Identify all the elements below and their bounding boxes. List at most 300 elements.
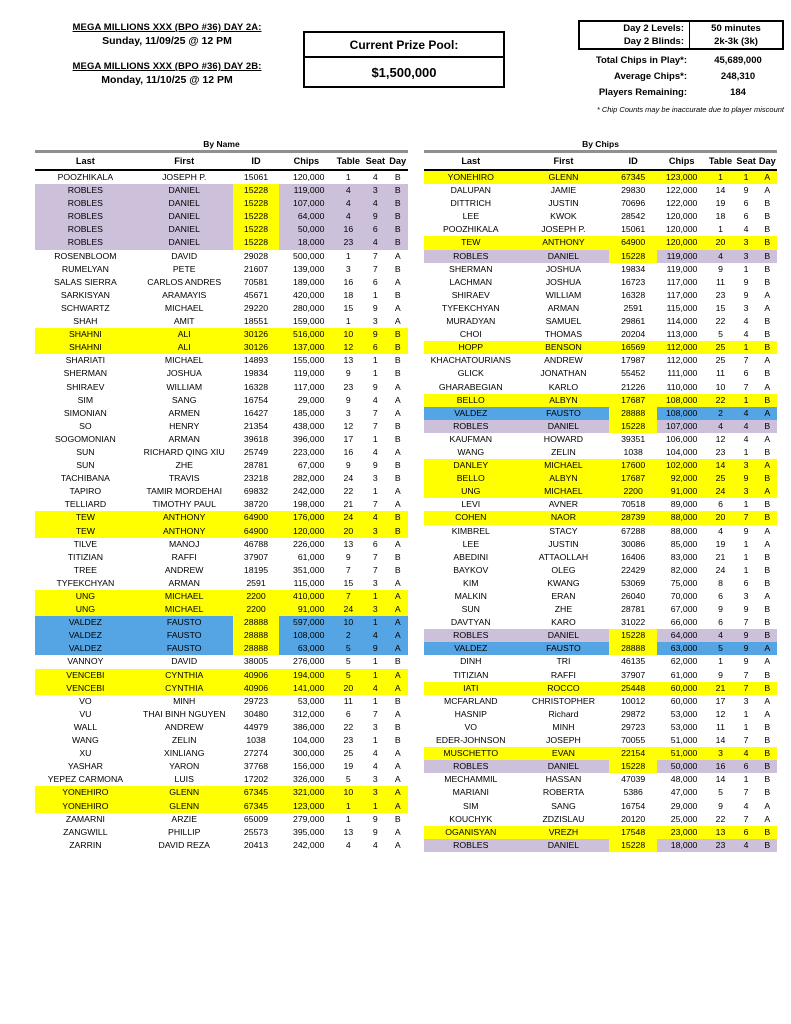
cell-id: 1038 xyxy=(623,446,643,457)
cell-seat: 1 xyxy=(743,721,749,732)
cell-first: ARAMAYIS xyxy=(162,289,207,300)
table-row xyxy=(35,813,408,826)
cell-day: B xyxy=(394,564,401,575)
cell-first: ANDREW xyxy=(164,564,204,575)
cell-table: 12 xyxy=(343,342,354,353)
cell-seat: 1 xyxy=(743,446,749,457)
cell-day: B xyxy=(764,551,771,562)
cell-table: 20 xyxy=(715,512,726,523)
cell-seat: 6 xyxy=(743,826,749,837)
cell-last: MCFARLAND xyxy=(443,695,498,706)
cell-day: A xyxy=(764,643,771,654)
cell-chips: 276,000 xyxy=(293,656,325,667)
cell-first: DANIEL xyxy=(547,420,580,431)
cell-last: GLICK xyxy=(457,368,484,379)
players-remaining-value: 184 xyxy=(730,86,746,98)
cell-day: B xyxy=(764,839,771,850)
cell-first: MINH xyxy=(552,721,575,732)
cell-day: A xyxy=(764,800,771,811)
cell-first: CYNTHIA xyxy=(165,669,204,680)
cell-table: 7 xyxy=(345,591,351,601)
cell-seat: 7 xyxy=(372,407,378,418)
cell-seat: 1 xyxy=(372,289,378,300)
cell-chips: 115,000 xyxy=(293,577,325,588)
cell-day: B xyxy=(764,263,771,274)
cell-day: A xyxy=(764,460,771,471)
cell-seat: 7 xyxy=(743,355,749,366)
levels-blinds-box xyxy=(578,20,784,50)
cell-day: B xyxy=(394,224,401,235)
cell-day: A xyxy=(394,276,401,287)
average-chips-label: Average Chips*: xyxy=(613,70,687,82)
cell-first: JUSTIN xyxy=(548,198,579,209)
cell-day: B xyxy=(764,420,771,431)
cell-seat: 7 xyxy=(743,813,749,824)
cell-chips: 119,000 xyxy=(666,250,698,261)
cell-chips: 396,000 xyxy=(293,433,325,444)
cell-chips: 176,000 xyxy=(293,512,325,523)
cell-table: 25 xyxy=(343,748,354,759)
cell-chips: 89,000 xyxy=(670,499,698,510)
cell-chips: 120,000 xyxy=(665,237,698,248)
cell-id: 39351 xyxy=(621,433,646,444)
cell-table: 14 xyxy=(715,774,726,785)
table-row xyxy=(35,341,408,354)
cell-first: RAFFI xyxy=(171,551,197,562)
cell-first: DAVID xyxy=(171,250,198,261)
cell-last: SHERMAN xyxy=(449,263,493,274)
cell-seat: 9 xyxy=(372,826,378,837)
cell-chips: 312,000 xyxy=(293,708,325,719)
cell-chips: 114,000 xyxy=(666,316,698,327)
cell-id: 37907 xyxy=(621,669,646,680)
cell-seat: 4 xyxy=(372,839,378,850)
chip-count-footnote: * Chip Counts may be inaccurate due to player miscount xyxy=(596,105,784,114)
cell-seat: 3 xyxy=(743,237,749,248)
cell-day: B xyxy=(394,525,401,536)
cell-id: 17202 xyxy=(243,774,269,785)
cell-seat: 7 xyxy=(743,617,749,628)
cell-seat: 6 xyxy=(743,211,749,222)
cell-last: VALDEZ xyxy=(454,643,488,654)
cell-id: 37768 xyxy=(243,761,269,772)
cell-chips: 223,000 xyxy=(293,446,325,457)
cell-first: FAUSTO xyxy=(546,643,581,654)
cell-last: TREE xyxy=(73,564,97,575)
cell-day: B xyxy=(394,460,401,471)
cell-table: 1 xyxy=(345,250,351,261)
cell-table: 9 xyxy=(718,604,723,615)
cell-last: ROBLES xyxy=(453,420,489,431)
cell-first: DANIEL xyxy=(168,224,200,235)
cell-table: 20 xyxy=(343,525,354,536)
cell-day: A xyxy=(394,800,401,811)
cell-seat: 6 xyxy=(372,538,378,549)
table-row xyxy=(35,250,408,263)
cell-table: 11 xyxy=(715,276,725,287)
table-row xyxy=(424,708,777,721)
cell-table: 20 xyxy=(343,682,354,693)
cell-id: 30086 xyxy=(621,538,646,549)
cell-last: VALDEZ xyxy=(454,407,488,418)
cell-chips: 194,000 xyxy=(293,669,325,680)
table-row xyxy=(424,498,777,511)
cell-id: 64900 xyxy=(243,525,269,536)
cell-id: 17548 xyxy=(621,826,646,837)
stats-rows xyxy=(578,52,784,100)
cell-table: 19 xyxy=(715,538,726,549)
table-row xyxy=(424,223,777,236)
cell-day: B xyxy=(764,342,771,353)
table-row xyxy=(424,642,777,655)
cell-table: 23 xyxy=(343,735,354,746)
cell-id: 44979 xyxy=(243,721,269,732)
cell-chips: 242,000 xyxy=(293,839,325,850)
cell-id: 37907 xyxy=(243,551,269,562)
by-name-title: By Name xyxy=(203,139,240,149)
cell-table: 12 xyxy=(715,433,726,444)
cell-first: CHRISTOPHER xyxy=(531,695,595,706)
table-row xyxy=(35,839,408,852)
cell-day: A xyxy=(394,394,401,405)
cell-seat: 7 xyxy=(372,263,378,274)
cell-seat: 1 xyxy=(372,486,378,497)
by-name-grid xyxy=(35,155,408,852)
cell-seat: 1 xyxy=(743,551,749,562)
by-chips-grid xyxy=(424,155,777,852)
cell-first: CYNTHIA xyxy=(165,682,204,693)
cell-table: 17 xyxy=(343,433,354,444)
cell-chips: 438,000 xyxy=(293,420,325,431)
cell-first: MICHAEL xyxy=(164,591,204,601)
cell-day: B xyxy=(764,473,771,484)
cell-last: ROBLES xyxy=(67,224,103,235)
cell-id: 16569 xyxy=(621,342,646,353)
cell-day: B xyxy=(394,813,401,824)
cell-seat: 4 xyxy=(372,172,378,182)
cell-last: POOZHIKALA xyxy=(443,224,499,235)
cell-chips: 63,000 xyxy=(670,643,698,654)
cell-seat: 4 xyxy=(743,316,749,327)
cell-last: ZAMARNI xyxy=(65,813,105,824)
cell-id: 46788 xyxy=(243,538,269,549)
cell-day: A xyxy=(394,538,401,549)
cell-table: 1 xyxy=(718,172,723,182)
cell-last: DALUPAN xyxy=(450,185,491,196)
cell-id: 64900 xyxy=(243,512,269,523)
by-name-table xyxy=(35,138,408,852)
table-row xyxy=(424,446,777,459)
table-row xyxy=(35,394,408,407)
cell-day: B xyxy=(394,473,401,484)
table-row xyxy=(424,629,777,642)
cell-day: A xyxy=(764,433,771,444)
cell-last: ROBLES xyxy=(67,237,103,248)
table-row xyxy=(424,184,777,197)
table-row xyxy=(424,472,777,485)
cell-last: SALAS SIERRA xyxy=(53,276,117,287)
cell-chips: 500,000 xyxy=(293,250,325,261)
cell-day: A xyxy=(394,669,401,680)
cell-day: A xyxy=(764,538,771,549)
cell-id: 20413 xyxy=(243,839,269,850)
cell-table: 9 xyxy=(718,669,723,680)
cell-table: 25 xyxy=(715,342,726,353)
cell-seat: 9 xyxy=(372,813,378,824)
cell-first: THOMAS xyxy=(544,329,583,340)
cell-id: 18551 xyxy=(243,316,269,327)
col-header-day: Day xyxy=(758,155,777,170)
cell-id: 40906 xyxy=(243,682,269,693)
table-row xyxy=(424,459,777,472)
cell-first: LUIS xyxy=(174,774,194,785)
cell-seat: 7 xyxy=(743,787,749,798)
cell-last: TAPIRO xyxy=(69,486,102,497)
cell-last: VALDEZ xyxy=(68,643,102,654)
cell-last: CHOI xyxy=(459,329,482,340)
cell-id: 29220 xyxy=(243,302,269,313)
cell-first: FAUSTO xyxy=(166,630,202,641)
table-row xyxy=(424,210,777,223)
cell-last: SARKISYAN xyxy=(60,289,110,300)
table-row xyxy=(424,367,777,380)
cell-chips: 18,000 xyxy=(670,839,698,850)
cell-chips: 155,000 xyxy=(293,355,325,366)
cell-chips: 112,000 xyxy=(666,355,698,366)
table-row xyxy=(35,511,408,524)
cell-seat: 3 xyxy=(372,604,378,615)
cell-chips: 120,000 xyxy=(665,211,698,222)
cell-id: 15228 xyxy=(233,236,280,249)
cell-last: SHAHNI xyxy=(68,342,102,353)
cell-first: THAI BINH NGUYEN xyxy=(142,708,226,719)
by-chips-title: By Chips xyxy=(582,139,619,149)
cell-last: ROBLES xyxy=(453,761,489,772)
event-titles xyxy=(38,22,296,86)
cell-last: SCHWARTZ xyxy=(60,302,110,313)
cell-chips: 326,000 xyxy=(293,774,325,785)
cell-day: B xyxy=(764,617,771,628)
cell-table: 19 xyxy=(343,761,354,772)
cell-chips: 83,000 xyxy=(670,551,698,562)
cell-chips: 120,000 xyxy=(293,525,325,536)
cell-seat: 3 xyxy=(372,525,378,536)
cell-chips: 91,000 xyxy=(670,486,698,497)
cell-table: 11 xyxy=(715,721,725,732)
cell-chips: 18,000 xyxy=(297,237,325,248)
table-row xyxy=(35,446,408,459)
cell-last: EDER-JOHNSON xyxy=(436,735,506,746)
table-row xyxy=(424,341,777,354)
total-chips-label: Total Chips in Play*: xyxy=(595,54,687,66)
cell-day: A xyxy=(764,486,771,497)
table-row xyxy=(35,551,408,564)
cell-id: 14893 xyxy=(243,355,269,366)
cell-table: 17 xyxy=(715,695,726,706)
cell-id: 26040 xyxy=(621,591,646,601)
cell-id: 16328 xyxy=(243,381,269,392)
table-row xyxy=(424,551,777,564)
cell-first: ARZIE xyxy=(171,813,197,824)
cell-id: 15228 xyxy=(609,760,657,773)
cell-id: 28888 xyxy=(233,616,280,629)
cell-day: B xyxy=(764,198,771,209)
col-header-last: Last xyxy=(424,155,518,170)
cell-id: 46135 xyxy=(621,656,646,667)
prize-pool-value: $1,500,000 xyxy=(371,65,437,80)
cell-last: ROBLES xyxy=(453,250,489,261)
cell-first: KWOK xyxy=(550,211,577,222)
cell-table: 6 xyxy=(718,617,723,628)
cell-first: MICHAEL xyxy=(164,604,204,615)
cell-first: DANIEL xyxy=(547,839,580,850)
cell-seat: 1 xyxy=(743,538,749,549)
cell-last: RUMELYAN xyxy=(61,263,109,274)
cell-table: 24 xyxy=(715,564,726,575)
cell-last: LEVI xyxy=(461,499,481,510)
cell-id: 20204 xyxy=(621,329,646,340)
cell-seat: 4 xyxy=(372,237,378,248)
cell-first: WILLIAM xyxy=(545,289,582,300)
table-row xyxy=(35,577,408,590)
cell-first: SAMUEL xyxy=(545,316,582,327)
cell-id: 19834 xyxy=(621,263,646,274)
cell-chips: 189,000 xyxy=(293,276,325,287)
cell-chips: 67,000 xyxy=(670,604,698,615)
cell-id: 15228 xyxy=(233,197,280,210)
cell-first: MICHAEL xyxy=(544,486,583,497)
stats-panel xyxy=(578,20,784,114)
cell-last: SIM xyxy=(463,800,479,811)
cell-table: 9 xyxy=(345,368,351,379)
cell-first: KWANG xyxy=(547,577,580,588)
cell-chips: 111,000 xyxy=(667,368,698,379)
cell-first: CARLOS ANDRES xyxy=(147,276,222,287)
cell-last: LACHMAN xyxy=(449,276,493,287)
cell-id: 30126 xyxy=(243,329,269,340)
cell-table: 4 xyxy=(718,420,723,431)
cell-day: B xyxy=(394,211,401,222)
table-row xyxy=(424,734,777,747)
cell-chips: 198,000 xyxy=(293,499,325,510)
cell-table: 22 xyxy=(715,316,726,327)
cell-last: TACHIBANA xyxy=(60,473,110,484)
table-row xyxy=(424,394,777,407)
cell-day: B xyxy=(394,551,401,562)
cell-first: TRI xyxy=(556,656,571,667)
cell-first: JAMIE xyxy=(550,185,577,196)
cell-day: B xyxy=(764,512,771,523)
table-row xyxy=(35,655,408,668)
cell-first: JONATHAN xyxy=(540,368,587,379)
cell-chips: 516,000 xyxy=(293,329,325,340)
cell-chips: 29,000 xyxy=(670,800,698,811)
cell-id: 2200 xyxy=(623,486,643,497)
cell-table: 5 xyxy=(718,329,723,340)
cell-table: 23 xyxy=(343,381,354,392)
cell-day: B xyxy=(764,748,771,759)
cell-table: 10 xyxy=(343,787,354,798)
cell-day: A xyxy=(764,656,771,667)
cell-day: A xyxy=(764,302,771,313)
cell-table: 12 xyxy=(715,708,726,719)
cell-chips: 321,000 xyxy=(293,787,325,798)
cell-last: VU xyxy=(79,708,92,719)
cell-last: ROBLES xyxy=(453,630,489,641)
cell-table: 2 xyxy=(718,407,723,418)
cell-last: UNG xyxy=(461,486,481,497)
cell-id: 39618 xyxy=(243,433,269,444)
cell-last: YONEHIRO xyxy=(447,172,494,182)
event-day2a-title: MEGA MILLIONS XXX (BPO #36) DAY 2A: xyxy=(72,22,262,33)
cell-id: 18195 xyxy=(243,564,269,575)
cell-table: 2 xyxy=(345,630,351,641)
table-row xyxy=(35,826,408,839)
cell-last: VENCEBI xyxy=(66,682,105,693)
cell-first: ARMEN xyxy=(168,407,200,418)
cell-last: BELLO xyxy=(456,473,485,484)
cell-seat: 7 xyxy=(743,669,749,680)
cell-chips: 185,000 xyxy=(293,407,325,418)
cell-id: 67345 xyxy=(243,800,269,811)
cell-seat: 9 xyxy=(743,525,749,536)
cell-id: 28888 xyxy=(609,407,657,420)
cell-seat: 4 xyxy=(372,761,378,772)
cell-seat: 6 xyxy=(372,342,378,353)
cell-first: JOSEPH P. xyxy=(541,224,586,235)
cell-day: B xyxy=(394,185,401,196)
cell-day: B xyxy=(394,695,401,706)
cell-id: 29872 xyxy=(621,708,646,719)
table-row xyxy=(35,328,408,341)
cell-day: A xyxy=(764,591,771,601)
cell-day: A xyxy=(764,381,771,392)
cell-chips: 53,000 xyxy=(670,721,698,732)
cell-seat: 3 xyxy=(743,695,749,706)
cell-last: DAVTYAN xyxy=(450,617,491,628)
table-row xyxy=(35,459,408,472)
cell-id: 15228 xyxy=(609,250,657,263)
cell-id: 28888 xyxy=(233,629,280,642)
cell-first: JOSEPH P. xyxy=(162,172,207,182)
day2-levels-value: 50 minutes xyxy=(711,23,761,34)
cell-chips: 64,000 xyxy=(297,211,325,222)
cell-first: ZDZISLAU xyxy=(542,813,585,824)
cell-first: ROBERTA xyxy=(542,787,585,798)
cell-seat: 9 xyxy=(743,604,749,615)
cell-seat: 9 xyxy=(743,185,749,196)
cell-first: YARON xyxy=(169,761,200,772)
cell-day: B xyxy=(394,512,401,523)
cell-chips: 70,000 xyxy=(670,591,698,601)
cell-day: A xyxy=(394,604,401,615)
cell-last: IATI xyxy=(463,682,479,693)
cell-chips: 112,000 xyxy=(666,342,698,353)
cell-first: ZELIN xyxy=(171,735,197,746)
cell-chips: 107,000 xyxy=(665,420,698,431)
cell-id: 29830 xyxy=(621,185,646,196)
table-row xyxy=(35,433,408,446)
cell-first: ARMAN xyxy=(547,302,580,313)
table-row xyxy=(35,236,408,249)
cell-table: 4 xyxy=(345,198,351,209)
cell-chips: 351,000 xyxy=(293,564,325,575)
cell-day: B xyxy=(394,342,401,353)
cell-chips: 159,000 xyxy=(293,316,325,327)
cell-seat: 7 xyxy=(372,564,378,575)
cell-day: B xyxy=(394,735,401,746)
cell-first: ARMAN xyxy=(168,433,200,444)
